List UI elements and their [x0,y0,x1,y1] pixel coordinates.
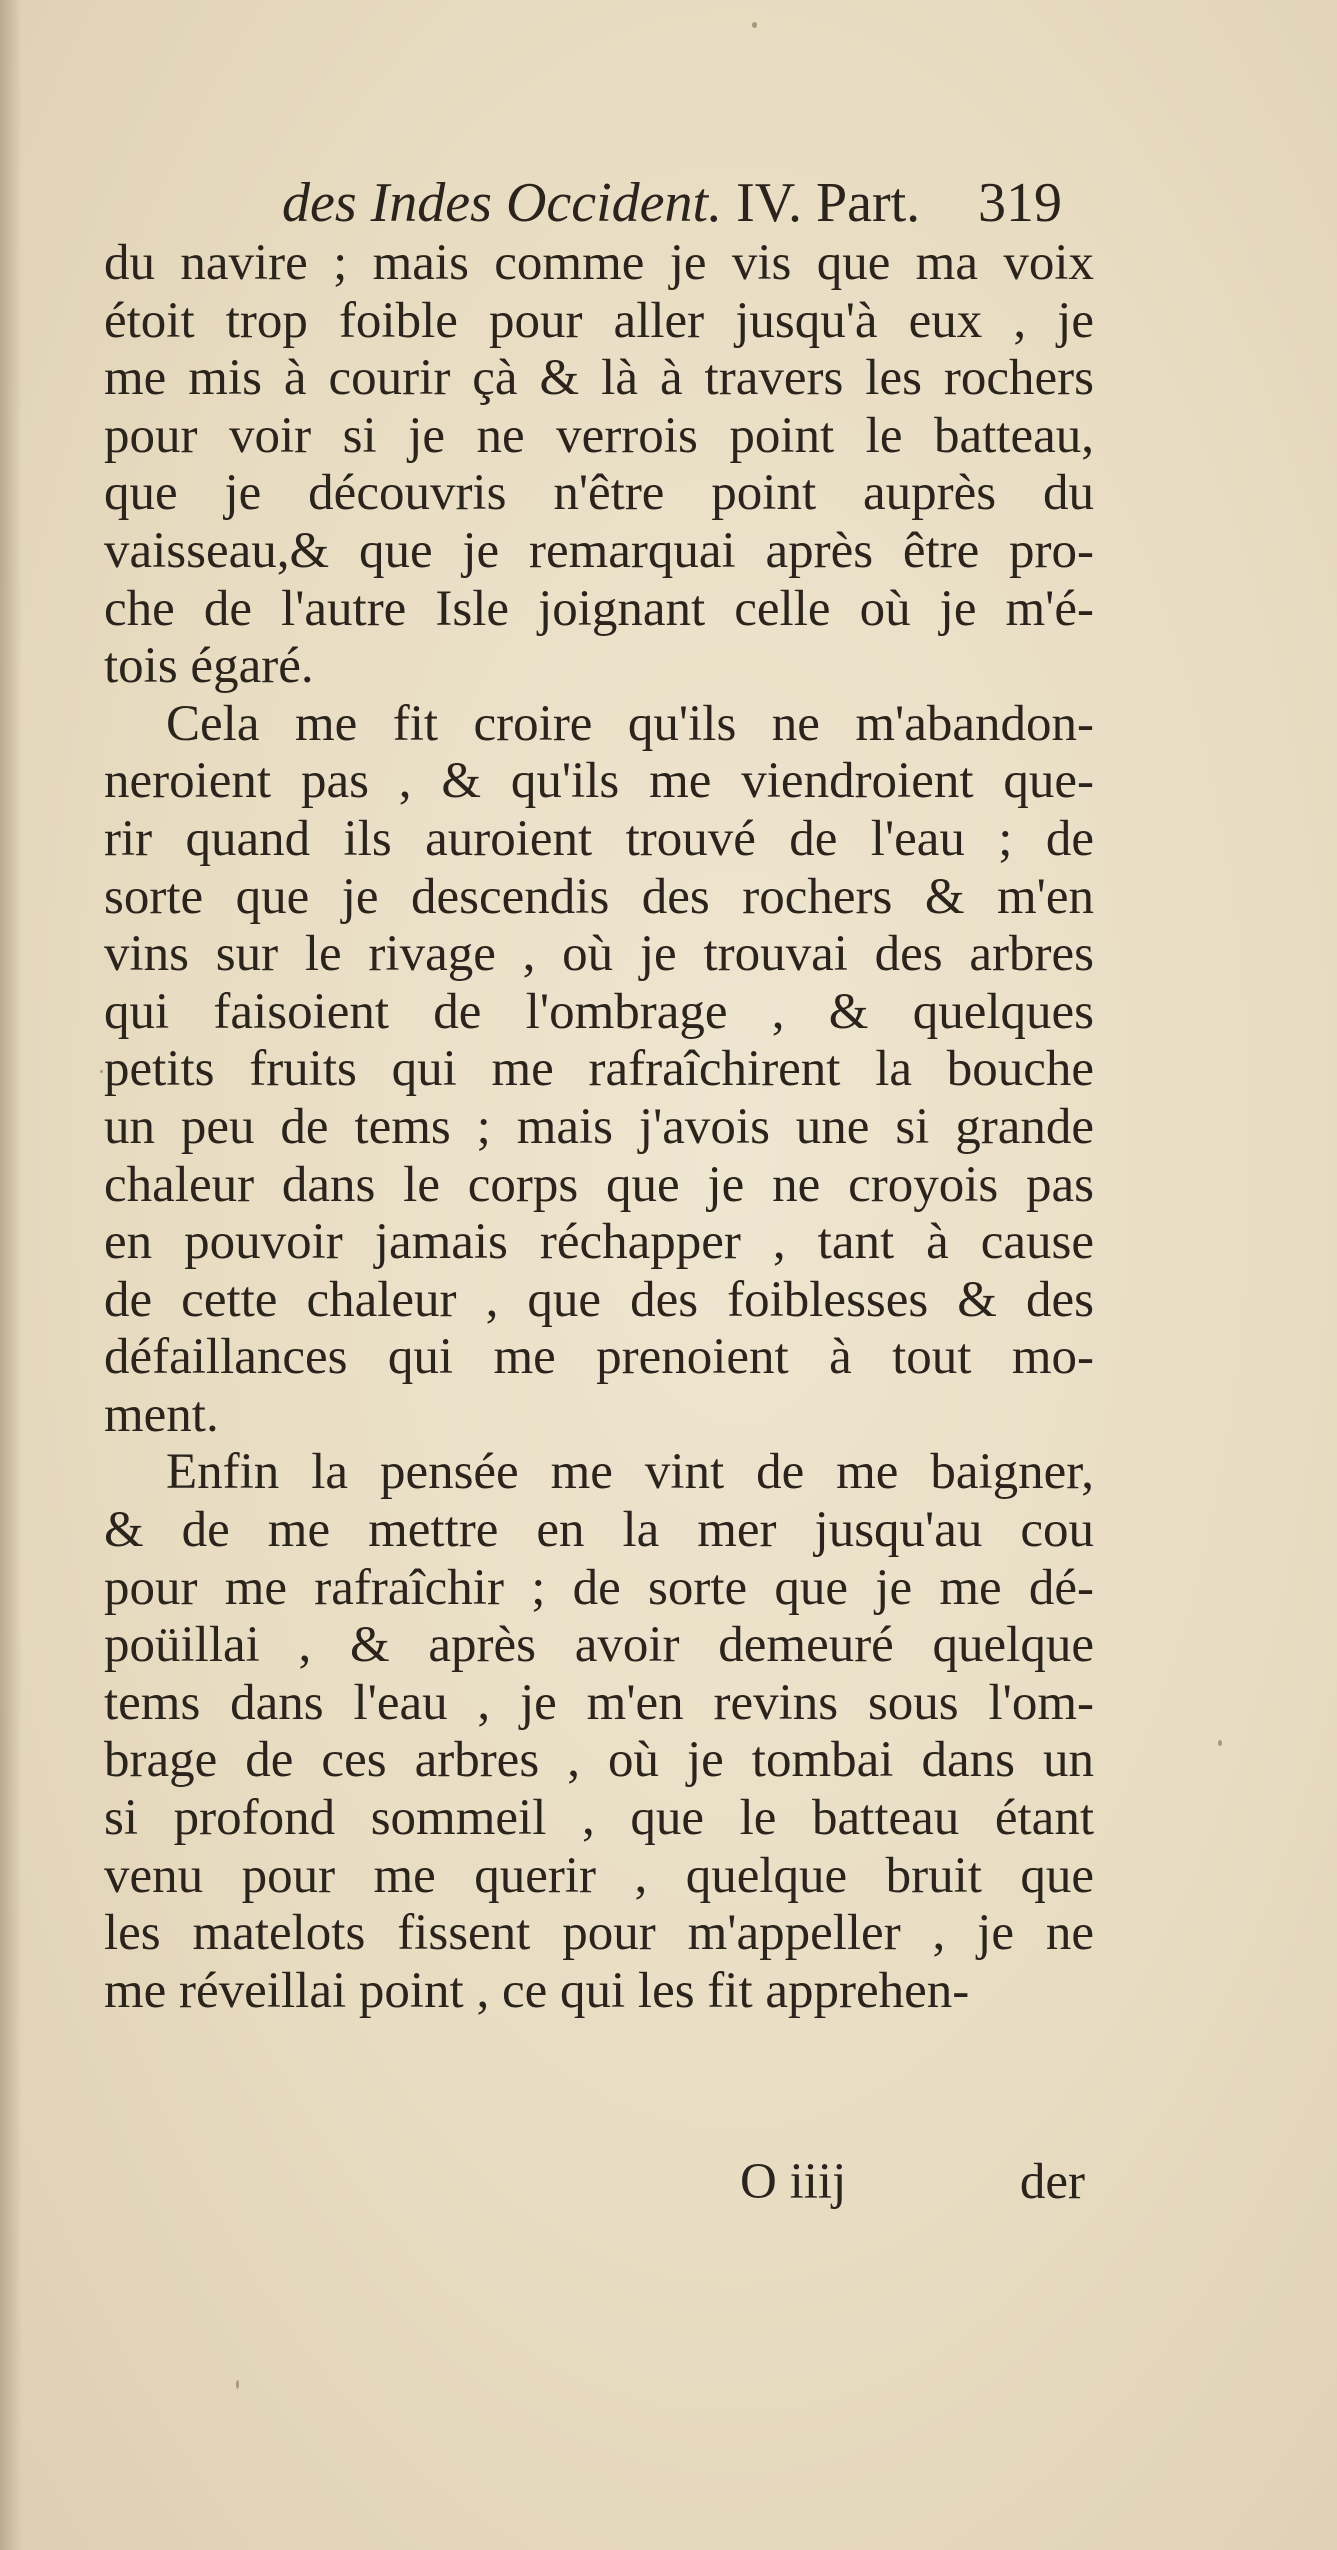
text-line: en pouvoir jamais réchapper , tant à cause [104,1214,1094,1271]
page-number: 319 [978,172,1062,234]
text-line: vins sur le rivage , où je trouvai des arbres [104,926,1094,983]
catchword: der [1019,2154,1085,2210]
text-line: Enfin la pensée me vint de me baigner, [166,1444,1094,1501]
text-line: che de l'autre Isle joignant celle où je m'é- [104,580,1094,637]
running-part: IV. Part. [736,172,921,234]
text-line: un peu de tems ; mais j'avois une si grande [104,1098,1094,1155]
text-line: défaillances qui me prenoient à tout mo- [104,1329,1094,1386]
text-line: ment. [104,1386,219,1443]
signature-mark: O iiij [740,2154,847,2210]
running-title: des Indes Occident. [282,172,723,234]
text-line: de cette chaleur , que des foiblesses & des [104,1271,1094,1328]
body-text [104,235,1094,2020]
running-head [282,168,1062,238]
text-line: étoit trop foible pour aller jusqu'à eux , je [104,292,1094,349]
paper-speck [1218,1740,1222,1746]
text-line: si profond sommeil , que le batteau étant [104,1790,1094,1847]
text-line: Cela me fit croire qu'ils ne m'abandon- [166,695,1094,752]
paper-speck [752,22,757,28]
text-line: pour me rafraîchir ; de sorte que je me dé- [104,1559,1094,1616]
text-line: pour voir si je ne verrois point le batteau, [104,407,1094,464]
text-line: tems dans l'eau , je m'en revins sous l'om- [104,1674,1094,1731]
text-line: les matelots fissent pour m'appeller , je ne [104,1905,1094,1962]
text-line: me mis à courir çà & là à travers les rochers [104,350,1094,407]
text-line: poüillai , & après avoir demeuré quelque [104,1617,1094,1674]
gutter-shadow [0,0,22,2550]
text-line: vaisseau,& que je remarquai après être pro- [104,522,1094,579]
page-footer [740,2150,1085,2214]
text-line: & de me mettre en la mer jusqu'au cou [104,1502,1094,1559]
text-line: sorte que je descendis des rochers & m'en [104,868,1094,925]
text-line: tois égaré. [104,638,314,695]
paper-speck [236,2380,239,2389]
paper-speck [100,1070,103,1073]
text-line: rir quand ils auroient trouvé de l'eau ; de [104,810,1094,867]
text-line: que je découvris n'être point auprès du [104,465,1094,522]
text-line: chaleur dans le corps que je ne croyois pas [104,1156,1094,1213]
text-line: petits fruits qui me rafraîchirent la bouche [104,1041,1094,1098]
text-line: du navire ; mais comme je vis que ma voix [104,235,1094,291]
text-line: neroient pas , & qu'ils me viendroient que- [104,753,1094,810]
text-line: qui faisoient de l'ombrage , & quelques [104,983,1094,1040]
text-line: brage de ces arbres , où je tombai dans un [104,1732,1094,1789]
text-line: venu pour me querir , quelque bruit que [104,1847,1094,1904]
text-line: me réveillai point , ce qui les fit apprehen- [104,1962,970,2019]
